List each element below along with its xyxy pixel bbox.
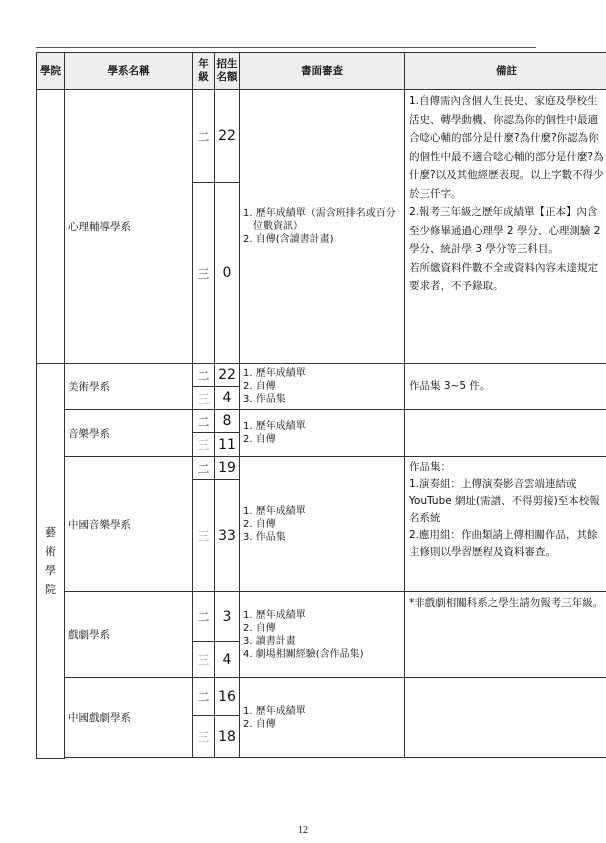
college-char: 藝 bbox=[45, 525, 56, 539]
top-rule bbox=[36, 47, 536, 48]
review-cell bbox=[240, 364, 405, 410]
college-char: 院 bbox=[45, 582, 56, 596]
header-dept: 學系名稱 bbox=[65, 53, 193, 90]
note-cell: *非戲劇相關科系之學生請勿報考三年級。 bbox=[405, 592, 606, 678]
note-line: 2.應用組：作曲類請上傳相關作品，其餘主修則以學習歷程及資料審查。 bbox=[409, 529, 598, 558]
quota-cell: 4 bbox=[215, 387, 240, 410]
review-item: 4. 劇場相關經驗(含作品集) bbox=[243, 648, 364, 660]
grade-cell: 三 bbox=[193, 480, 215, 592]
header-college: 學院 bbox=[37, 53, 65, 90]
college-char: 術 bbox=[45, 544, 56, 558]
college-cell-blank bbox=[37, 90, 65, 364]
quota-cell: 4 bbox=[215, 642, 240, 678]
header-row bbox=[37, 53, 606, 90]
review-item: 2. 自傳(含讀書計畫) bbox=[243, 234, 334, 245]
header-review: 書面審查 bbox=[240, 53, 405, 90]
review-item: 1. 歷年成績單（需含班排名或百分位數資訊） bbox=[243, 208, 396, 232]
review-item: 2. 自傳 bbox=[243, 518, 276, 530]
dept-name: 戲劇學系 bbox=[65, 592, 193, 678]
dept-name: 中國戲劇學系 bbox=[65, 678, 193, 758]
quota-cell: 22 bbox=[215, 364, 240, 387]
review-item: 2. 自傳 bbox=[243, 718, 276, 730]
review-item: 2. 自傳 bbox=[243, 381, 276, 392]
table-row bbox=[37, 592, 606, 642]
review-item: 3. 作品集 bbox=[243, 531, 286, 543]
table-row bbox=[37, 678, 606, 716]
quota-cell: 22 bbox=[215, 90, 240, 183]
table-row bbox=[37, 364, 606, 387]
grade-cell: 二 bbox=[193, 457, 215, 480]
note-cell bbox=[405, 457, 606, 592]
table-row bbox=[37, 457, 606, 480]
dept-name: 音樂學系 bbox=[65, 410, 193, 457]
grade-cell: 二 bbox=[193, 410, 215, 433]
note-cell bbox=[405, 90, 606, 364]
review-item: 3. 作品集 bbox=[243, 394, 286, 405]
review-item: 1. 歷年成績單 bbox=[243, 705, 306, 717]
dept-name: 中國音樂學系 bbox=[65, 457, 193, 592]
grade-cell: 二 bbox=[193, 90, 215, 183]
table-row bbox=[37, 410, 606, 433]
note-cell: 作品集 3~5 件。 bbox=[405, 364, 606, 410]
grade-cell: 二 bbox=[193, 592, 215, 642]
note-line: 2.報考三年級之歷年成績單【正本】內含至少修畢通過心理學 2 學分、心理測驗 2 學分、統計學 3 學分等三科目。 bbox=[409, 206, 601, 255]
grade-cell: 三 bbox=[193, 716, 215, 758]
table-row bbox=[37, 90, 606, 183]
quota-cell: 18 bbox=[215, 716, 240, 758]
quota-cell: 16 bbox=[215, 678, 240, 716]
review-cell bbox=[240, 678, 405, 758]
review-item: 1. 歷年成績單 bbox=[243, 505, 306, 517]
review-cell bbox=[240, 457, 405, 592]
note-cell-empty bbox=[405, 410, 606, 457]
review-item: 3. 讀書計畫 bbox=[243, 635, 296, 647]
note-line: 1.演奏組：上傳演奏影音雲端連結或 YouTube 網址(需譜、不得剪接)至本校報名系統 bbox=[409, 478, 600, 524]
header-grade: 年級 bbox=[193, 53, 215, 90]
review-item: 1. 歷年成績單 bbox=[243, 421, 306, 432]
quota-cell: 0 bbox=[215, 183, 240, 364]
dept-name: 心理輔導學系 bbox=[65, 90, 193, 364]
admission-table bbox=[36, 52, 606, 759]
header-quota: 招生名額 bbox=[215, 53, 240, 90]
note-cell-empty bbox=[405, 678, 606, 758]
header-note: 備註 bbox=[405, 53, 606, 90]
grade-cell: 三 bbox=[193, 387, 215, 410]
quota-cell: 33 bbox=[215, 480, 240, 592]
dept-name: 美術學系 bbox=[65, 364, 193, 410]
review-item: 2. 自傳 bbox=[243, 622, 276, 634]
quota-cell: 19 bbox=[215, 457, 240, 480]
review-cell bbox=[240, 592, 405, 678]
quota-cell: 3 bbox=[215, 592, 240, 642]
note-line: 作品集： bbox=[409, 461, 451, 473]
review-item: 2. 自傳 bbox=[243, 434, 276, 445]
grade-cell: 三 bbox=[193, 183, 215, 364]
grade-cell: 三 bbox=[193, 642, 215, 678]
note-line: 若所繳資料件數不全或資料內容未達規定要求者，不予錄取。 bbox=[409, 261, 598, 292]
college-char: 學 bbox=[45, 563, 56, 577]
page-number: 12 bbox=[298, 825, 308, 836]
review-cell bbox=[240, 90, 405, 364]
college-name-arts bbox=[37, 364, 65, 759]
table-row-spacer bbox=[37, 758, 606, 759]
quota-cell: 8 bbox=[215, 410, 240, 433]
review-cell bbox=[240, 410, 405, 457]
review-item: 1. 歷年成績單 bbox=[243, 368, 306, 379]
grade-cell: 二 bbox=[193, 678, 215, 716]
review-item: 1. 歷年成績單 bbox=[243, 609, 306, 621]
grade-cell: 三 bbox=[193, 433, 215, 457]
quota-cell: 11 bbox=[215, 433, 240, 457]
grade-cell: 二 bbox=[193, 364, 215, 387]
note-line: 1.自傳需內含個人生長史、家庭及學校生活史、轉學動機、你認為你的個性中最適合唸心輔的部分是什麼?為什麼?你認為你的個性中最不適合唸心輔的部分是什麼?為什麼?以及其他經歷表現。以上字數不得少於三仟字。 bbox=[409, 95, 604, 200]
